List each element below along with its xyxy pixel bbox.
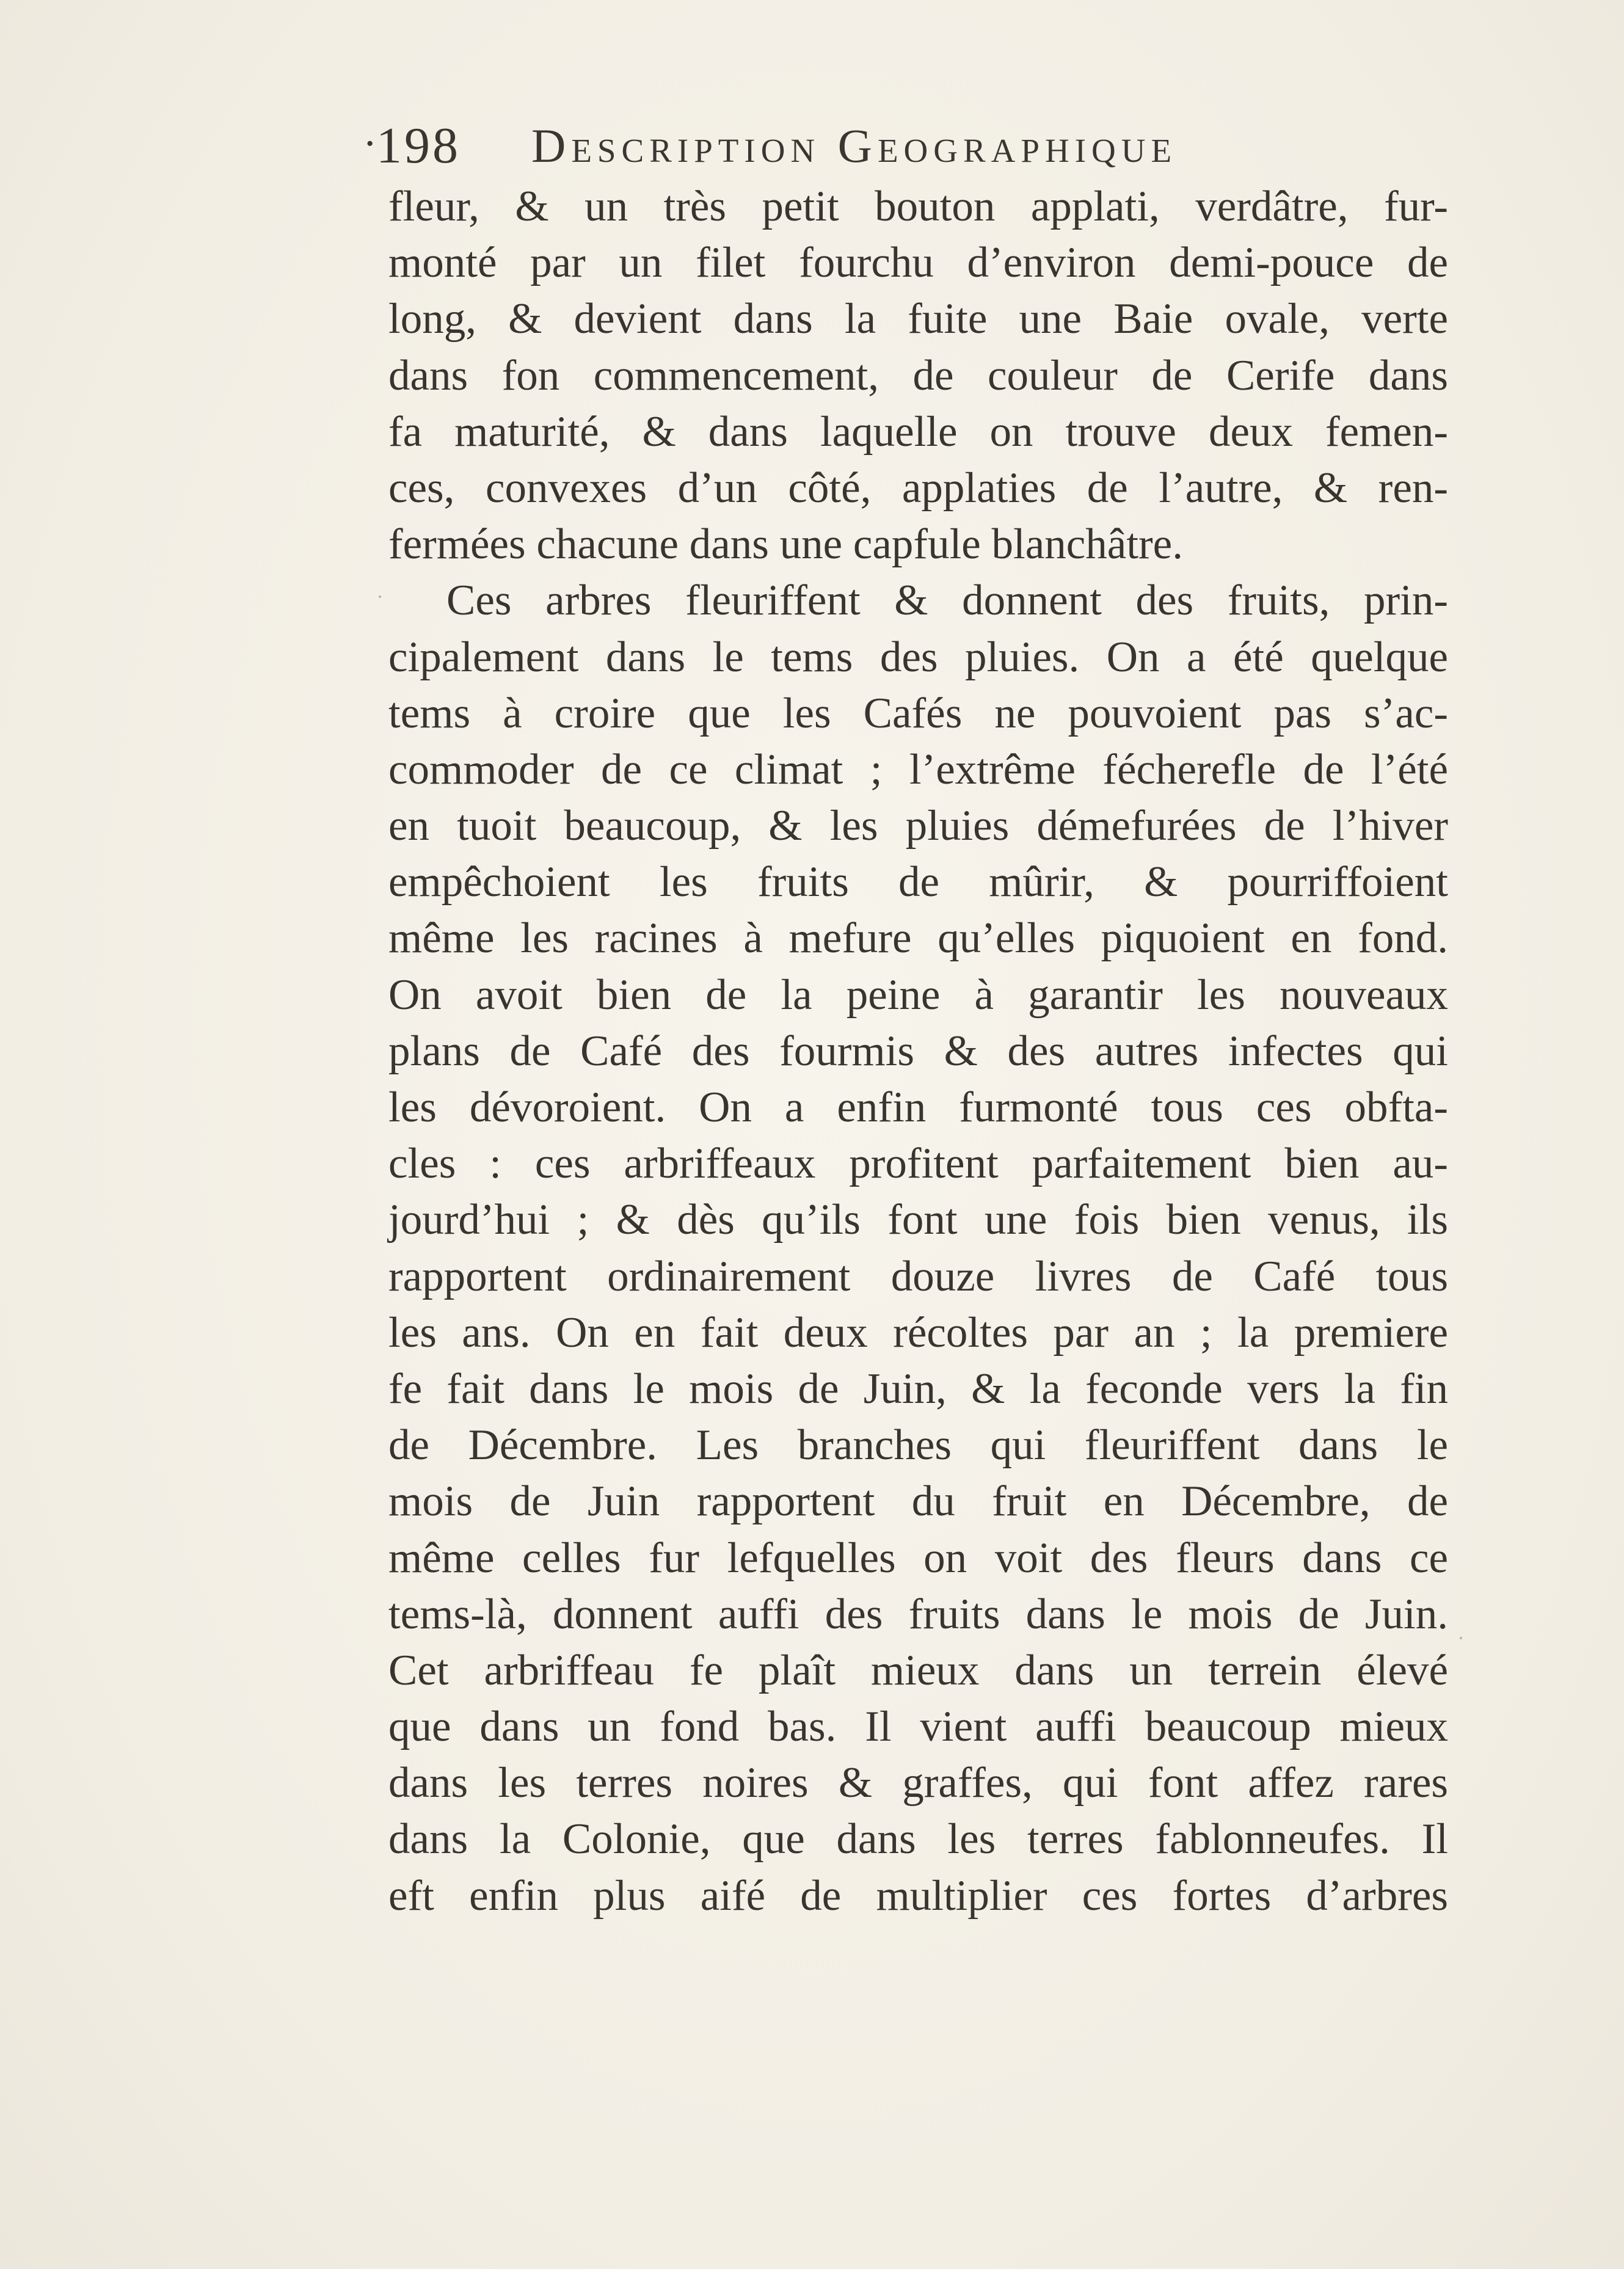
text-line: fe fait dans le mois de Juin, & la feconde vers la fin <box>388 1364 1448 1413</box>
text-line: de Décembre. Les branches qui fleuriffent dans le <box>388 1421 1448 1470</box>
text-line: empêchoient les fruits de mûrir, & pourriffoient <box>388 858 1448 906</box>
text-line: que dans un fond bas. Il vient auffi beaucoup mieux <box>388 1703 1448 1751</box>
text-line: plans de Café des fourmis & des autres infectes qui <box>388 1027 1448 1075</box>
text-line: tems à croire que les Cafés ne pouvoient pas s’ac- <box>388 689 1448 737</box>
text-line: ces, convexes d’un côté, applaties de l’autre, & ren- <box>388 464 1448 512</box>
text-line: fa maturité, & dans laquelle on trouve deux femen- <box>388 407 1448 456</box>
text-line: dans la Colonie, que dans les terres fablonneufes. Il <box>388 1815 1448 1863</box>
body-text <box>388 178 1448 1924</box>
text-line: en tuoit beaucoup, & les pluies démefurées de l’hiver <box>388 802 1448 850</box>
text-line: On avoit bien de la peine à garantir les nouveaux <box>388 971 1448 1019</box>
text-line: fermées chacune dans une capfule blanchâtre. <box>388 520 1183 569</box>
page-number: · 198 <box>376 116 461 175</box>
text-line: Cet arbriffeau fe plaît mieux dans un terrein élevé <box>388 1646 1448 1694</box>
text-line: eft enfin plus aifé de multiplier ces fortes d’arbres <box>388 1871 1448 1920</box>
text-line: même celles fur lefquelles on voit des fleurs dans ce <box>388 1534 1448 1582</box>
text-line: les ans. On en fait deux récoltes par an ; la premiere <box>388 1308 1448 1357</box>
text-line: tems-là, donnent auffi des fruits dans le mois de Juin. <box>388 1590 1448 1638</box>
text-line: monté par un filet fourchu d’environ demi-pouce de <box>388 239 1448 287</box>
text-line: fleur, & un très petit bouton applati, verdâtre, fur- <box>388 183 1448 230</box>
text-line: cipalement dans le tems des pluies. On a été quelque <box>388 633 1448 681</box>
text-line: les dévoroient. On a enfin furmonté tous ces obfta- <box>388 1084 1448 1131</box>
text-line: mois de Juin rapportent du fruit en Décembre, de <box>388 1477 1448 1526</box>
running-title: Description Geographique <box>531 119 1178 172</box>
text-line: rapportent ordinairement douze livres de Café tous <box>388 1252 1448 1300</box>
paper-speck <box>379 595 381 598</box>
text-line: même les racines à mefure qu’elles piquoient en fond. <box>388 914 1448 963</box>
running-head <box>366 110 1441 177</box>
paragraph-first-line: Ces arbres fleuriffent & donnent des fruits, prin- <box>446 577 1448 625</box>
text-line: dans les terres noires & graffes, qui font affez rares <box>388 1759 1448 1807</box>
text-line: long, & devient dans la fuite une Baie ovale, verte <box>388 295 1448 343</box>
text-line: jourd’hui ; & dès qu’ils font une fois bien venus, ils <box>388 1196 1448 1244</box>
text-line: cles : ces arbriffeaux profitent parfaitement bien au- <box>388 1140 1448 1188</box>
paper-speck <box>1460 1637 1462 1639</box>
text-line: dans fon commencement, de couleur de Cerife dans <box>388 351 1448 399</box>
text-line: commoder de ce climat ; l’extrême fécherefle de l’été <box>388 745 1448 793</box>
